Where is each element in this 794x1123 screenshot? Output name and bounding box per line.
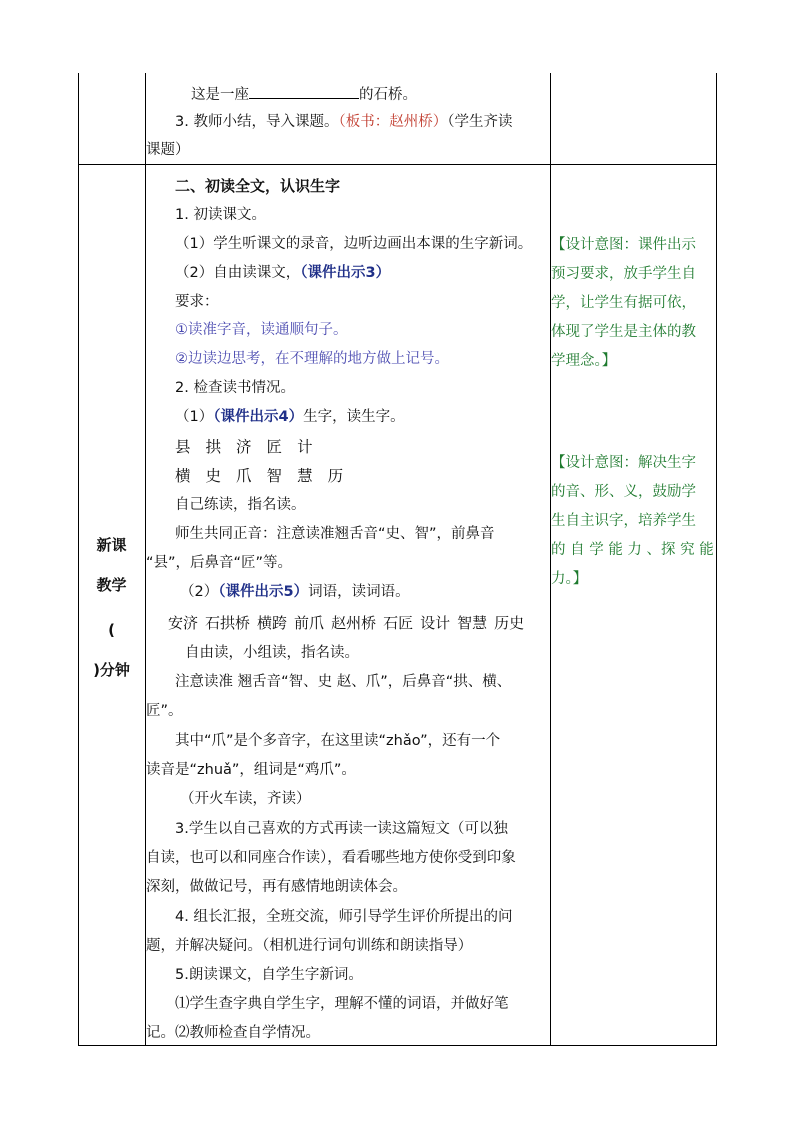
pronunciation-note-cont: “县”，后鼻音“匠”等。 <box>146 555 293 571</box>
blank-underline <box>249 84 359 99</box>
step-4: 4. 组长汇报，全班交流，师引导学生评价所提出的问 <box>175 909 513 925</box>
teacher-summary-line: 3. 教师小结，导入课题。（板书：赵州桥）（学生齐读 <box>175 114 513 130</box>
section-label-line4: )分钟 <box>93 661 130 679</box>
reading-modes: 自由读，小组读，指名读。 <box>185 645 359 661</box>
section-label-line2: 教学 <box>96 576 127 594</box>
step-3-cont-1: 自读，也可以和同座合作读），看看哪些地方使你受到印象 <box>146 850 516 866</box>
table-border-left <box>78 73 79 1046</box>
step-2: 2. 检查读书情况。 <box>175 380 295 396</box>
step-5-1: ⑴学生查字典自学生字，理解不懂的词语，并做好笔 <box>175 996 509 1012</box>
step-2-1: （1）（课件出示4）生字，读生字。 <box>175 409 405 425</box>
courseware-tag: （课件出示4） <box>213 409 304 425</box>
table-border-right <box>716 73 717 1046</box>
board-writing: （板书：赵州桥） <box>338 114 448 130</box>
teacher-summary-cont: 课题） <box>146 142 190 158</box>
step-5-cont: 记。⑵教师检查自学情况。 <box>146 1025 320 1041</box>
design-intent-2: 【设计意图：解决生字 的音、形、义，鼓励学 生自主识字，培养学生 的 自 学 能 力 、探 究 能 力。】 <box>551 455 714 587</box>
section-heading: 二、初读全文，认识生字 <box>175 177 341 195</box>
section-label-line3: ( <box>108 621 115 639</box>
step-3-cont-2: 深刻，做做记号，再有感情地朗读体会。 <box>146 879 407 895</box>
retroflex-note: 注意读准 翘舌音“智、史 赵、爪”，后鼻音“拱、横、 <box>175 674 512 690</box>
step-1-2: （2）自由读课文，（课件出示3） <box>175 265 391 281</box>
step-5: 5.朗读课文，自学生字新词。 <box>175 967 363 983</box>
step-3: 3.学生以自己喜欢的方式再读一读这篇短文（可以独 <box>175 821 508 837</box>
courseware-tag: （课件出示5） <box>218 584 309 600</box>
courseware-tag: （课件出示3） <box>300 265 391 281</box>
pronunciation-note: 师生共同正音：注意读准翘舌音“史、智”，前鼻音 <box>175 526 495 542</box>
row-divider <box>78 164 717 165</box>
retroflex-note-cont: 匠”。 <box>146 703 183 719</box>
new-chars-row-1: 县 拱 济 匠 计 <box>175 438 313 456</box>
table-border-bottom <box>78 1045 717 1046</box>
step-4-cont: 题，并解决疑问。（相机进行词句训练和朗读指导） <box>146 938 473 954</box>
step-1-1: （1）学生听课文的录音，边听边画出本课的生字新词。 <box>175 236 533 252</box>
step-1: 1. 初读课文。 <box>175 207 266 223</box>
vocabulary-list: 安济 石拱桥 横跨 前爪 赵州桥 石匠 设计 智慧 历史 <box>168 614 525 632</box>
design-intent-1: 【设计意图：课件出示 预习要求，放手学生自 学，让学生有据可依， 体现了学生是主体的教 学理念。】 <box>551 237 696 369</box>
step-2-2: （2）（课件出示5）词语，读词语。 <box>180 584 410 600</box>
polyphone-note: 其中“爪”是个多音字，在这里读“zhǎo”，还有一个 <box>175 733 501 749</box>
polyphone-note-cont: 读音是“zhuǎ”，组词是“鸡爪”。 <box>146 762 356 778</box>
requirement-1: ①读准字音，读通顺句子。 <box>175 322 348 338</box>
requirement-2: ②边读边思考，在不理解的地方做上记号。 <box>175 351 449 367</box>
requirement-label: 要求： <box>175 294 219 310</box>
fill-blank-sentence: 这是一座 的石桥。 <box>191 84 417 105</box>
train-reading: （开火车读，齐读） <box>180 791 311 807</box>
new-chars-row-2: 横 史 爪 智 慧 历 <box>175 467 344 485</box>
practice-reading: 自己练读，指名读。 <box>175 497 306 513</box>
section-label-line1: 新课 <box>96 536 127 554</box>
